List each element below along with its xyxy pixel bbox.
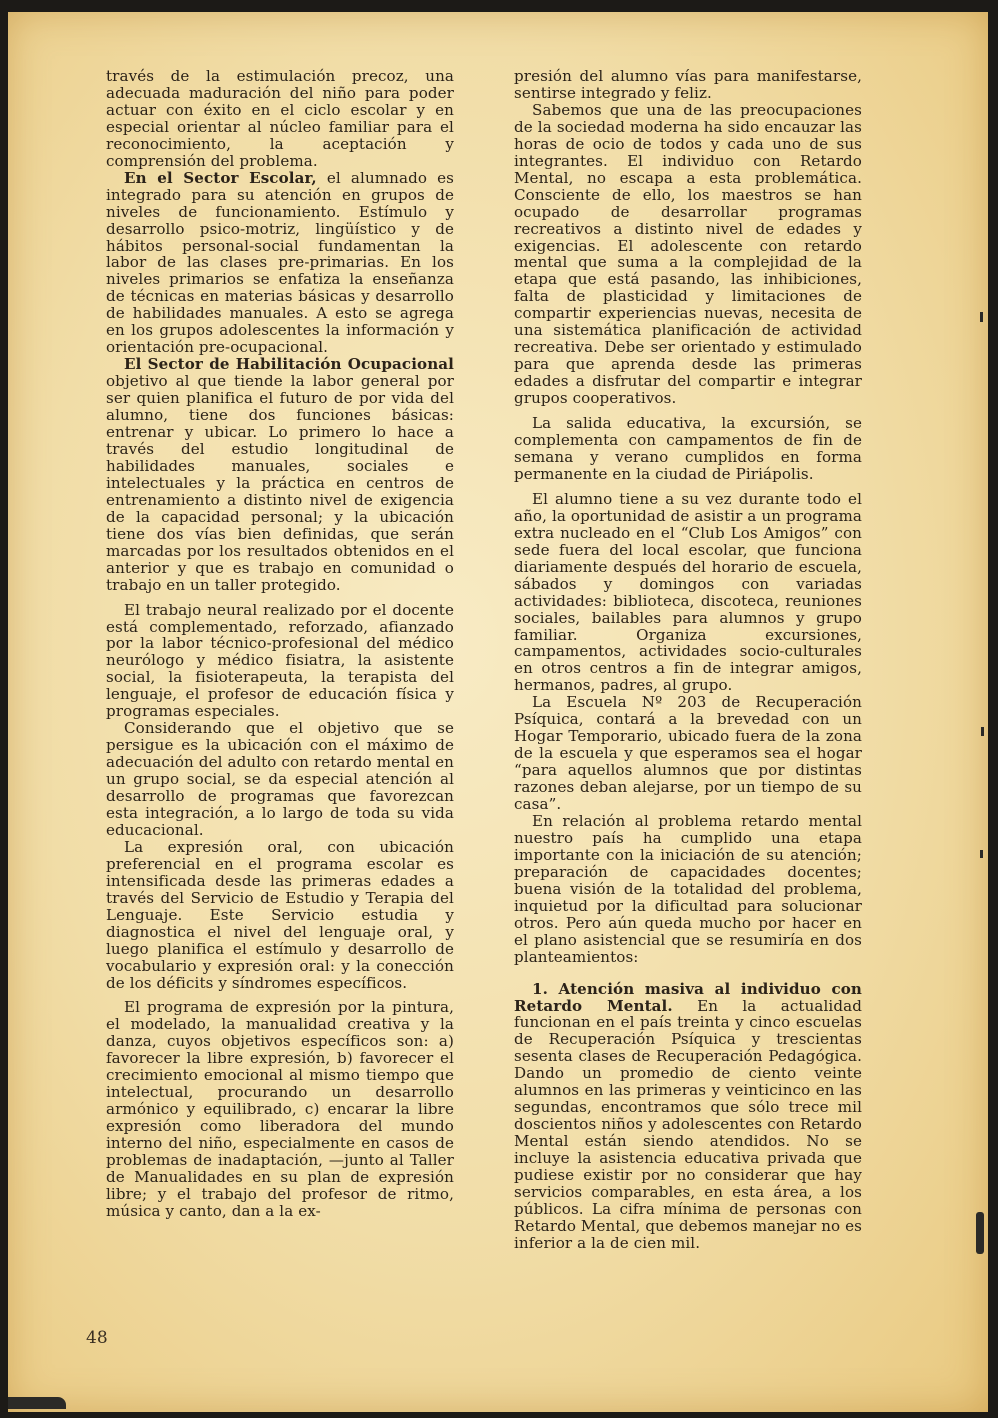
right-column (514, 68, 862, 1252)
paragraph: La salida educativa, la excursión, se complementa con campamentos de fin de semana y verano cumplidos en forma permanente en la ciudad de Piriápolis. (514, 414, 862, 483)
paragraph-heading: El Sector de Habilitación Ocupacional (124, 355, 454, 374)
paragraph-heading: En el Sector Escolar, (124, 168, 317, 187)
left-column (106, 68, 454, 1220)
paragraph: Sabemos que una de las preocupaciones de la sociedad moderna ha sido encauzar las horas de ocio de todos y cada uno de sus integrantes. El individuo con Retardo Mental, no escapa a esta problemática. Consciente de ello, los maestros se han ocupado de desarrollar programas recreativos a distinto nivel de edades y exigencias. El adolescente con retardo mental que suma a la complejidad de la etapa que está pasando, las inhibiciones, falta de plasticidad y limitaciones de compartir experiencias nuevas, necesita de una sistemática planificación de actividad recreativa. Debe ser orientado y estimulado para que aprenda desde las primeras edades a disfrutar del compartir e integrar grupos cooperativos. (514, 100, 862, 408)
paragraph: El programa de expresión por la pintura, el modelado, la manualidad creativa y la danza, cuyos objetivos específicos son: a) favorecer la libre expresión, b) favorecer el crecimiento emocional al mismo tiempo que intelectual, procurando un desarrollo armónico y equilibrado, c) encarar la libre expresión como liberadora del mundo interno del niño, especialmente en casos de problemas de inadaptación, —junto al Taller de Manualidades en su plan de expresión libre; y el trabajo del profesor de ritmo, música y canto, dan a la ex- (106, 998, 454, 1220)
paragraph-body: objetivo al que tiende la labor general por ser quien planifica el futuro de por vida del alumno, tiene dos funciones básicas: entrenar y ubicar. Lo primero lo hace a través del estudio longitudinal de habilidades manuales, sociales e intelectuales y la práctica en centros de entrenamiento a distinto nivel de exigencia de la capacidad personal; y la ubicación tiene dos vías bien definidas, que serán marcadas por los resultados obtenidos en el anterior y que es trabajo en comunidad o trabajo en un taller protegido. (106, 372, 454, 594)
paragraph (106, 170, 454, 356)
paragraph-body: En la actualidad funcionan en el país treinta y cinco escuelas de Recuperación Psíquica y trescientas sesenta clases de Recuperación Pedagógica. Dando un promedio de ciento veinte alumnos en las primeras y veinticinco en las segundas, encontramos que sólo trece mil doscientos niños y adolescentes con Retardo Mental están siendo atendidos. No se incluye la asistencia educativa privada que pudiese existir por no considerar que hay servicios comparables, en esta área, a los públicos. La cifra mínima de personas con Retardo Mental, que debemos manejar no es inferior a la de cien mil. (514, 996, 863, 1252)
paragraph: través de la estimulación precoz, una adecuada maduración del niño para poder actuar con éxito en el ciclo escolar y en especial orientar al núcleo familiar para el reconocimiento, la aceptación y comprensión del problema. (106, 67, 454, 170)
page-number: 48 (86, 1328, 108, 1348)
ink-speck (980, 850, 983, 858)
paragraph: presión del alumno vías para manifestarse, sentirse integrado y feliz. (514, 67, 862, 102)
ink-speck (980, 312, 983, 322)
ink-speck (981, 727, 984, 736)
paragraph: Considerando que el objetivo que se persigue es la ubicación con el máximo de adecuación del adulto con retardo mental en un grupo social, se da especial atención al desarrollo de programas que favorezcan esta integración, a lo largo de toda su vida educacional. (106, 719, 454, 839)
paragraph: La Escuela Nº 203 de Recuperación Psíquica, contará a la brevedad con un Hogar Temporario, ubicado fuera de la zona de la escuela y que esperamos sea el hogar “para aquellos alumnos que por distintas razones deban alejarse, por un tiempo de su casa”. (514, 693, 862, 814)
ink-speck (8, 1397, 66, 1409)
paragraph-body: el alumnado es integrado para su atención en grupos de niveles de funcionamiento. Estímulo y desarrollo psico-motriz, lingüístico y de hábitos personal-social fundamentan la labor de las clases pre-primarias. En los niveles primarios se enfatiza la enseñanza de técnicas en materias básicas y desarrollo de habilidades manuales. A esto se agrega en los grupos adolescentes la información y orientación pre-ocupacional. (106, 168, 454, 357)
ink-speck (976, 1212, 984, 1254)
paragraph (514, 981, 862, 1252)
paragraph: La expresión oral, con ubicación preferencial en el programa escolar es intensificada desde las primeras edades a través del Servicio de Estudio y Terapia del Lenguaje. Este Servicio estudia y diagnostica el nivel del lenguaje oral, y luego planifica el estímulo y desarrollo de vocabulario y expresión oral: y la conección de los déficits y síndromes específicos. (106, 837, 454, 992)
paragraph (106, 356, 454, 593)
paragraph: En relación al problema retardo mental nuestro país ha cumplido una etapa importante con la iniciación de su atención; preparación de capacidades docentes; buena visión de la totalidad del problema, inquietud por la dificultad para solucionar otros. Pero aún queda mucho por hacer en el plano asistencial que se resumiría en dos planteamientos: (514, 811, 862, 966)
document-page (8, 12, 988, 1412)
paragraph: El alumno tiene a su vez durante todo el año, la oportunidad de asistir a un programa extra nucleado en el “Club Los Amigos” con sede fuera del local escolar, que funciona diariamente después del horario de escuela, sábados y domingos con variadas actividades: biblioteca, discoteca, reuniones sociales, bailables para alumnos y grupo familiar. Organiza excursiones, campamentos, actividades socio-culturales en otros centros a fin de integrar amigos, hermanos, padres, al grupo. (514, 489, 862, 695)
paragraph: El trabajo neural realizado por el docente está complementado, reforzado, afianzado por la labor técnico-profesional del médico neurólogo y médico fisiatra, la asistente social, la fisioterapeuta, la terapista del lenguaje, el profesor de educación física y programas especiales. (106, 600, 454, 721)
paragraph-heading: 1. Atención masiva al individuo con Retardo Mental. (514, 979, 862, 1015)
